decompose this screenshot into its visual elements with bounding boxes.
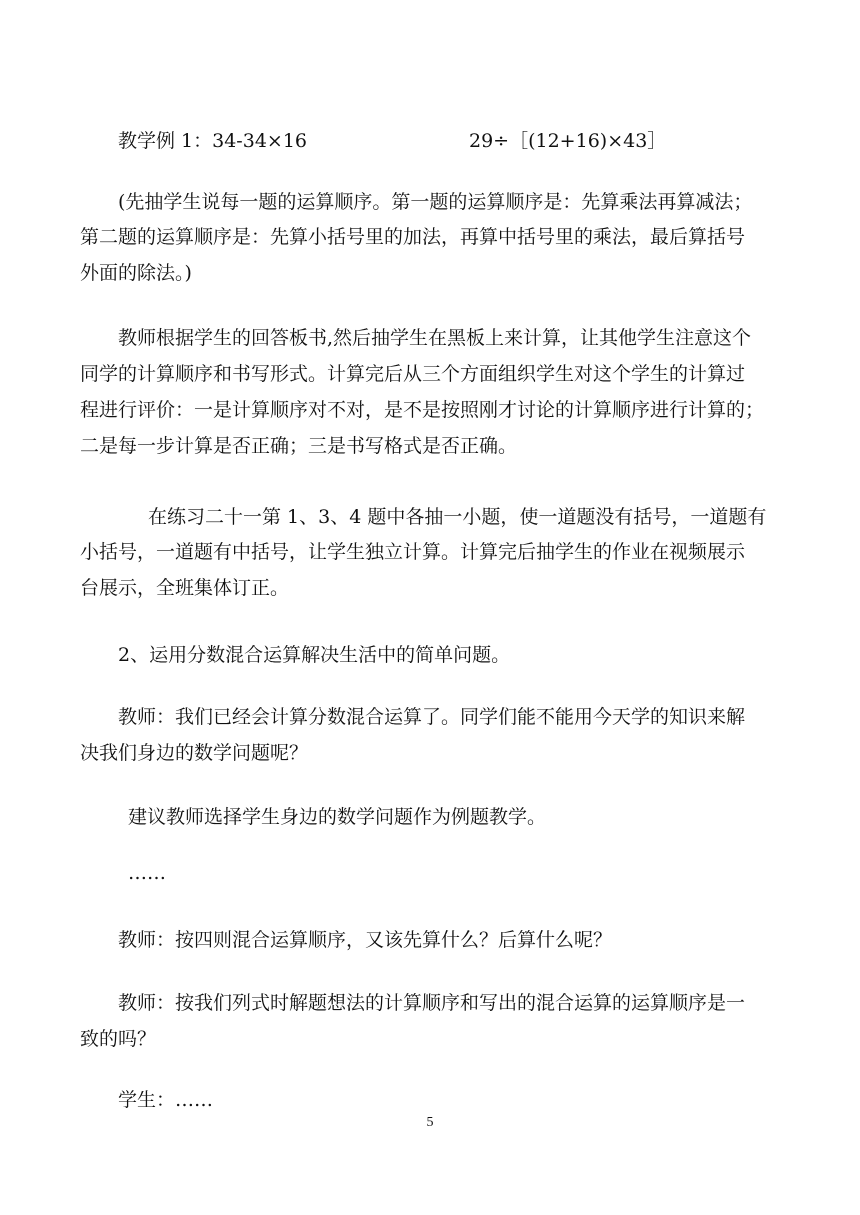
paragraph-line: 决我们身边的数学问题呢？ (80, 742, 309, 764)
page-number: 5 (426, 1115, 434, 1130)
paragraph-line: 小括号，一道题有中括号，让学生独立计算。计算完后抽学生的作业在视频展示 (80, 541, 746, 563)
example-1-first-expression: 教学例 1：34-34×16 (118, 130, 307, 152)
example-1-second-expression: 29÷［(12+16)×43］ (469, 130, 667, 152)
paragraph-line: 外面的除法。) (80, 262, 192, 284)
ellipsis: …… (128, 862, 166, 884)
paragraph-line: 程进行评价：一是计算顺序对不对，是不是按照刚才讨论的计算顺序进行计算的； (80, 399, 765, 421)
section-heading-2: 2、运用分数混合运算解决生活中的简单问题。 (118, 644, 511, 666)
paragraph-suggestion: 建议教师选择学生身边的数学问题作为例题教学。 (128, 806, 547, 828)
paragraph-line: 同学的计算顺序和书写形式。计算完后从三个方面组织学生对这个学生的计算过 (80, 363, 746, 385)
paragraph-line: 在练习二十一第 1、3、4 题中各抽一小题，使一道题没有括号，一道题有 (148, 506, 767, 528)
paragraph-line: 二是每一步计算是否正确；三是书写格式是否正确。 (80, 435, 518, 457)
paragraph-line: 台展示，全班集体订正。 (80, 577, 290, 599)
paragraph-line: 教师根据学生的回答板书,然后抽学生在黑板上来计算，让其他学生注意这个 (118, 327, 752, 349)
paragraph-line: (先抽学生说每一题的运算顺序。第一题的运算顺序是：先算乘法再算减法； (118, 191, 753, 213)
paragraph-line: 致的吗？ (80, 1028, 157, 1050)
paragraph-teacher-order: 教师：按四则混合运算顺序，又该先算什么？后算什么呢？ (118, 929, 613, 951)
paragraph-line: 第二题的运算顺序是：先算小括号里的加法，再算中括号里的乘法，最后算括号 (80, 226, 746, 248)
paragraph-line: 教师：按我们列式时解题想法的计算顺序和写出的混合运算的运算顺序是一 (118, 992, 746, 1014)
paragraph-line: 教师：我们已经会计算分数混合运算了。同学们能不能用今天学的知识来解 (118, 706, 746, 728)
paragraph-student: 学生：…… (118, 1089, 214, 1111)
